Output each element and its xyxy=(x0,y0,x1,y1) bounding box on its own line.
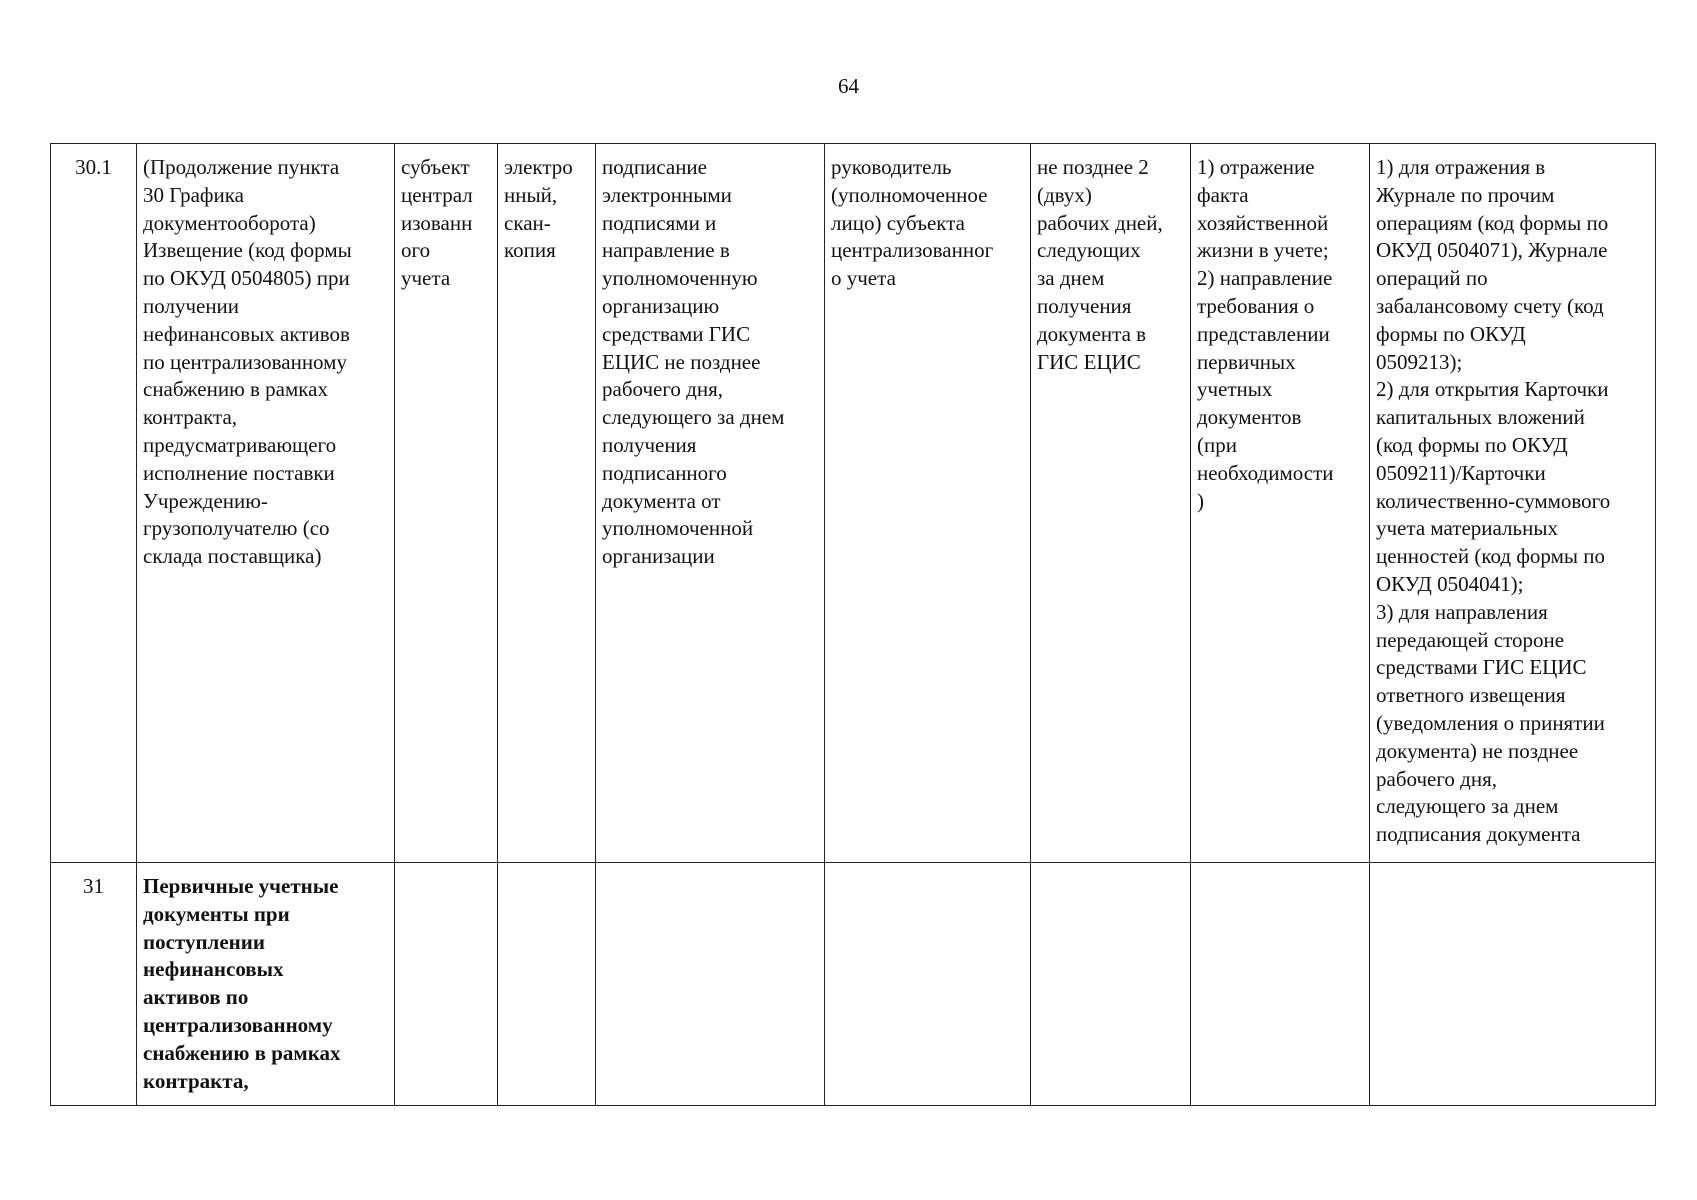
document-form-cell: электро нный, скан- копия xyxy=(498,144,596,863)
section-heading-cell: Первичные учетные документы при поступлении нефинансовых активов по централизованному снабжению в рамках контракта, xyxy=(137,863,395,1106)
registers-cell: 1) для отражения в Журнале по прочим операциям (код формы по ОКУД 0504071), Журнале операций по забалансовому счету (код формы по ОКУД 0509213); 2) для открытия Карточки капитальных вложений (код формы по ОКУД 0509211)/Карточки количественно-суммового учета материальных ценностей (код формы по ОКУД 0504041); 3) для направления передающей стороне средствами ГИС ЕЦИС ответного извещения (уведомления о принятии документа) не позднее рабочего дня, следующего за днем подписания документа xyxy=(1370,144,1656,863)
subject-cell xyxy=(395,863,498,1106)
row-number-cell: 31 xyxy=(51,863,137,1106)
table-row xyxy=(51,863,1656,1106)
responsible-cell: руководитель (уполномоченное лицо) субъекта централизованног о учета xyxy=(825,144,1031,863)
document-form-cell xyxy=(498,863,596,1106)
table-row xyxy=(51,144,1656,863)
responsible-cell xyxy=(825,863,1031,1106)
purpose-cell xyxy=(1191,863,1370,1106)
document-name-cell: (Продолжение пункта 30 Графика документооборота) Извещение (код формы по ОКУД 0504805) при получении нефинансовых активов по централизованному снабжению в рамках контракта, предусматривающего исполнение поставки Учреждению- грузополучателю (со склада поставщика) xyxy=(137,144,395,863)
row-number-cell: 30.1 xyxy=(51,144,137,863)
page-number: 64 xyxy=(838,74,859,98)
subject-cell: субъект централ изованн ого учета xyxy=(395,144,498,863)
purpose-cell: 1) отражение факта хозяйственной жизни в учете; 2) направление требования о представлении первичных учетных документов (при необходимости ) xyxy=(1191,144,1370,863)
document-flow-table xyxy=(50,143,1656,1106)
action-cell: подписание электронными подписями и направление в уполномоченную организацию средствами ГИС ЕЦИС не позднее рабочего дня, следующего за днем получения подписанного документа от уполномоченной организации xyxy=(596,144,825,863)
deadline-cell: не позднее 2 (двух) рабочих дней, следующих за днем получения документа в ГИС ЕЦИС xyxy=(1031,144,1191,863)
deadline-cell xyxy=(1031,863,1191,1106)
registers-cell xyxy=(1370,863,1656,1106)
action-cell xyxy=(596,863,825,1106)
